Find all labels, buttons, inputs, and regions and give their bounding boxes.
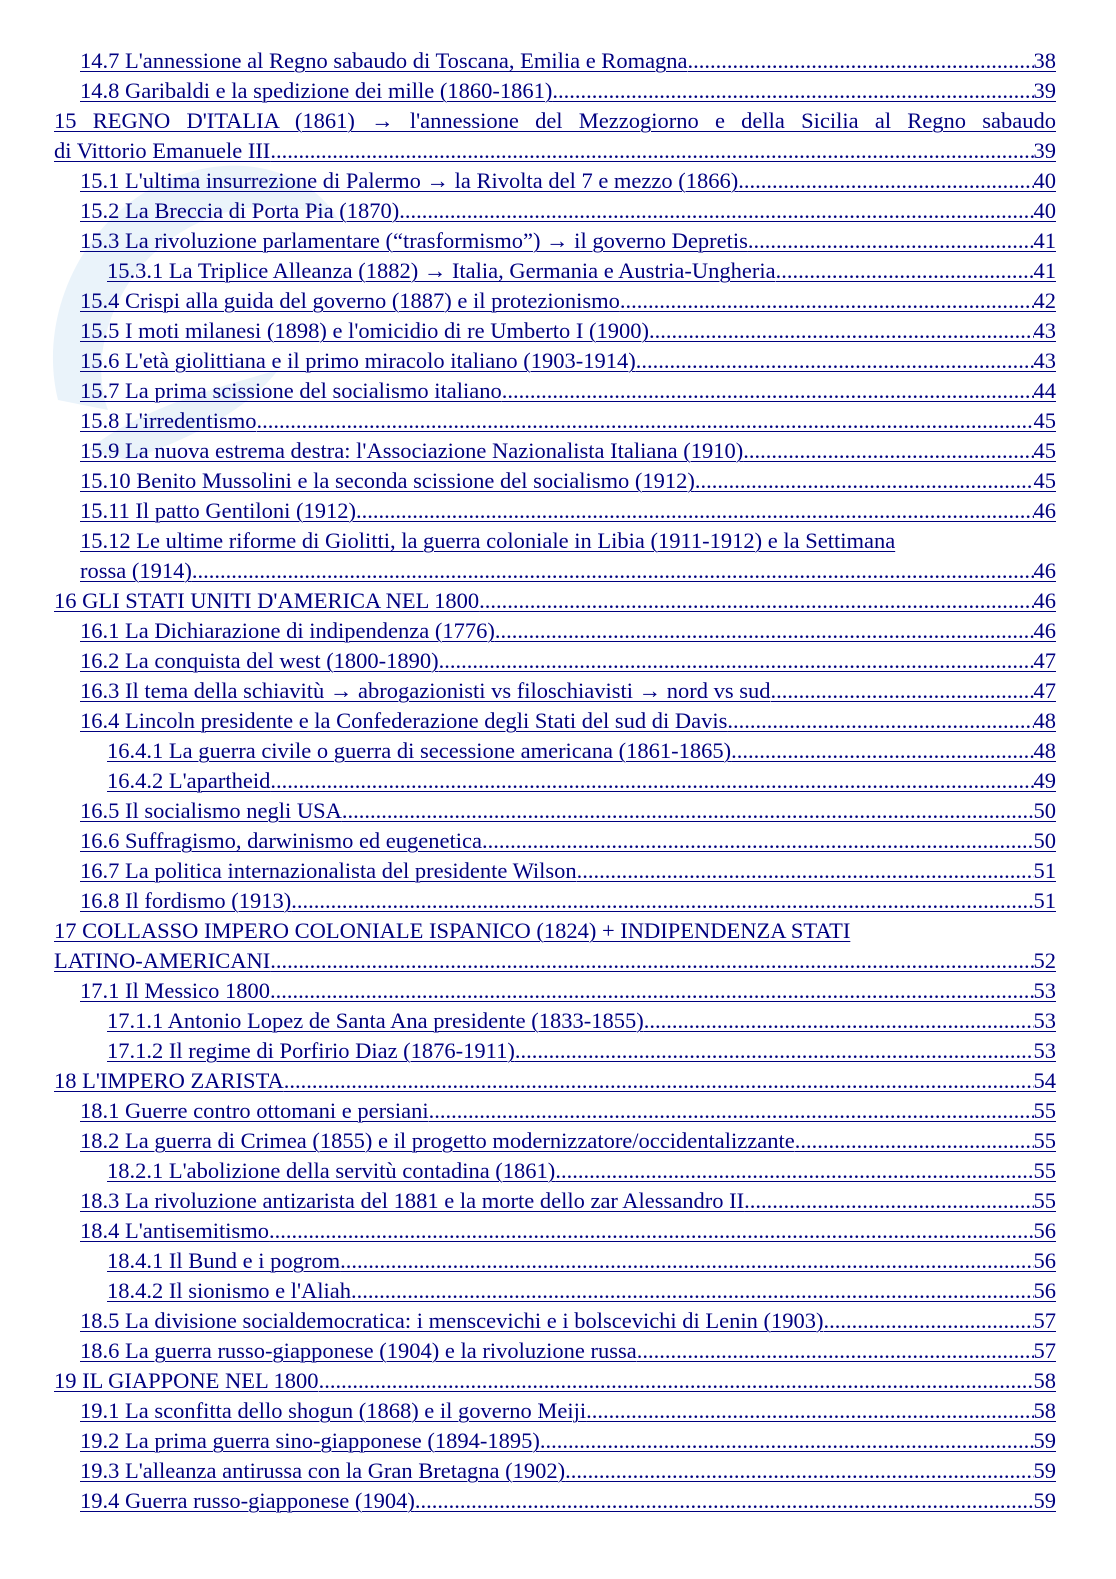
dot-leader <box>482 826 1034 856</box>
dot-leader <box>269 1216 1033 1246</box>
toc-entry-title: 15.12 Le ultime riforme di Giolitti, la guerra coloniale in Libia (1911-1912) e la Settimana <box>80 528 896 553</box>
toc-entry-title: 19.1 La sconfitta dello shogun (1868) e il governo Meiji <box>80 1398 587 1423</box>
toc-entry[interactable] <box>54 586 1056 616</box>
dot-leader <box>429 1096 1034 1126</box>
toc-entry-page: 50 <box>1033 798 1056 823</box>
toc-entry-page: 45 <box>1033 408 1056 433</box>
toc-entry-title: 14.8 Garibaldi e la spedizione dei mille (1860-1861) <box>80 78 553 103</box>
toc-entry-title: 16.3 Il tema della schiavitù → abrogazionisti vs filoschiavisti → nord vs sud <box>80 678 771 703</box>
toc-entry[interactable] <box>80 826 1056 856</box>
toc-entry[interactable] <box>80 706 1056 736</box>
toc-entry-page: 46 <box>1033 558 1056 583</box>
toc-entry[interactable] <box>80 886 1056 916</box>
toc-entry-page: 43 <box>1033 348 1056 373</box>
toc-entry-page: 45 <box>1033 438 1056 463</box>
dot-leader <box>319 1366 1034 1396</box>
toc-entry-title: 15.5 I moti milanesi (1898) e l'omicidio di re Umberto I (1900) <box>80 318 649 343</box>
dot-leader <box>340 1246 1033 1276</box>
toc-entry-page: 38 <box>1033 48 1056 73</box>
toc-entry[interactable] <box>80 1096 1056 1126</box>
toc-entry-title: 15.3.1 La Triplice Alleanza (1882) → Italia, Germania e Austria-Ungheria <box>107 258 776 283</box>
dot-leader <box>270 766 1033 796</box>
dot-leader <box>636 346 1034 376</box>
toc-entry-title: 16.2 La conquista del west (1800-1890) <box>80 648 439 673</box>
toc-entry-page: 48 <box>1033 708 1056 733</box>
dot-leader <box>824 1306 1034 1336</box>
toc-entry-page: 53 <box>1033 978 1056 1003</box>
toc-entry[interactable] <box>54 1066 1056 1096</box>
dot-leader <box>727 706 1033 736</box>
toc-entry[interactable] <box>107 256 1056 286</box>
dot-leader <box>399 196 1033 226</box>
dot-leader <box>744 1186 1033 1216</box>
toc-entry-title: 18.3 La rivoluzione antizarista del 1881 e la morte dello zar Alessandro II <box>80 1188 745 1213</box>
toc-entry-title: 18.2.1 L'abolizione della servitù contadina (1861) <box>107 1158 556 1183</box>
dot-leader <box>540 1426 1034 1456</box>
dot-leader <box>270 976 1034 1006</box>
dot-leader <box>738 166 1033 196</box>
dot-leader <box>731 736 1033 766</box>
dot-leader <box>515 1036 1034 1066</box>
toc-entry[interactable] <box>80 616 1056 646</box>
toc-entry[interactable] <box>107 1036 1056 1066</box>
toc-entry-page: 59 <box>1033 1458 1056 1483</box>
toc-entry[interactable] <box>80 1126 1056 1156</box>
toc-entry[interactable] <box>80 976 1056 1006</box>
toc-entry-page: 55 <box>1033 1188 1056 1213</box>
toc-entry-page: 40 <box>1033 198 1056 223</box>
toc-entry-page: 47 <box>1033 648 1056 673</box>
toc-entry-page: 48 <box>1033 738 1056 763</box>
toc-entry[interactable] <box>107 736 1056 766</box>
dot-leader <box>270 946 1033 976</box>
toc-entry-page: 42 <box>1033 288 1056 313</box>
dot-leader <box>291 886 1033 916</box>
dot-leader <box>351 1276 1033 1306</box>
toc-entry-page: 41 <box>1033 258 1056 283</box>
dot-leader <box>795 1126 1034 1156</box>
toc-entry[interactable] <box>80 466 1056 496</box>
toc-entry-page: 40 <box>1033 168 1056 193</box>
toc-entry-title: 18.1 Guerre contro ottomani e persiani <box>80 1098 429 1123</box>
toc-entry-page: 50 <box>1033 828 1056 853</box>
toc-entry-title: 16.4.2 L'apartheid <box>107 768 271 793</box>
toc-entry-title: 16.4 Lincoln presidente e la Confederazione degli Stati del sud di Davis <box>80 708 728 733</box>
dot-leader <box>270 136 1033 166</box>
toc-entry[interactable] <box>107 766 1056 796</box>
toc-entry-page: 45 <box>1033 468 1056 493</box>
toc-entry-page: 59 <box>1033 1488 1056 1513</box>
toc-entry-title: 17 COLLASSO IMPERO COLONIALE ISPANICO (1824) + INDIPENDENZA STATI <box>54 918 851 943</box>
toc-entry-title: 14.7 L'annessione al Regno sabaudo di Toscana, Emilia e Romagna <box>80 48 688 73</box>
dot-leader <box>743 436 1033 466</box>
toc-entry-page: 56 <box>1033 1278 1056 1303</box>
dot-leader <box>688 46 1034 76</box>
toc-entry-page: 56 <box>1033 1248 1056 1273</box>
toc-entry-title: 18.4 L'antisemitismo <box>80 1218 270 1243</box>
toc-entry-page: 46 <box>1033 618 1056 643</box>
dot-leader <box>637 1336 1034 1366</box>
dot-leader <box>439 646 1034 676</box>
toc-entry[interactable] <box>80 1306 1056 1336</box>
toc-entry-page: 55 <box>1033 1098 1056 1123</box>
dot-leader <box>552 76 1033 106</box>
toc-entry[interactable] <box>80 286 1056 316</box>
toc-entry-title: 16.8 Il fordismo (1913) <box>80 888 292 913</box>
dot-leader <box>565 1456 1033 1486</box>
toc-entry-title: 18.6 La guerra russo-giapponese (1904) e la rivoluzione russa <box>80 1338 637 1363</box>
toc-entry-title: 19.2 La prima guerra sino-giapponese (1894-1895) <box>80 1428 540 1453</box>
toc-entry-title: 18.4.1 Il Bund e i pogrom <box>107 1248 341 1273</box>
toc-entry-page: 39 <box>1033 138 1056 163</box>
toc-entry-page: 44 <box>1033 378 1056 403</box>
dot-leader <box>257 406 1034 436</box>
toc-entry-page: 53 <box>1033 1038 1056 1063</box>
toc-entry[interactable] <box>80 226 1056 256</box>
dot-leader <box>748 226 1034 256</box>
toc-entry[interactable] <box>80 1396 1056 1426</box>
toc-entry-title: 17.1.1 Antonio Lopez de Santa Ana presidente (1833-1855) <box>107 1008 644 1033</box>
toc-entry-page: 46 <box>1033 588 1056 613</box>
toc-entry-title: 15.7 La prima scissione del socialismo italiano <box>80 378 502 403</box>
toc-entry[interactable] <box>80 166 1056 196</box>
toc-entry-page: 53 <box>1033 1008 1056 1033</box>
toc-entry-title: 15.1 L'ultima insurrezione di Palermo → la Rivolta del 7 e mezzo (1866) <box>80 168 739 193</box>
toc-entry[interactable] <box>80 1426 1056 1456</box>
toc-entry-title: 15.11 Il patto Gentiloni (1912) <box>80 498 356 523</box>
dot-leader <box>555 1156 1033 1186</box>
toc-entry-title: 18.2 La guerra di Crimea (1855) e il progetto modernizzatore/occidentalizzante <box>80 1128 795 1153</box>
toc-entry-page: 57 <box>1033 1338 1056 1363</box>
dot-leader <box>771 676 1034 706</box>
toc-entry[interactable] <box>80 496 1056 526</box>
toc-entry-page: 57 <box>1033 1308 1056 1333</box>
dot-leader <box>620 286 1034 316</box>
toc-entry-title: 15.2 La Breccia di Porta Pia (1870) <box>80 198 400 223</box>
toc-entry-title: 16.7 La politica internazionalista del presidente Wilson <box>80 858 577 883</box>
toc-entry-page: 56 <box>1033 1218 1056 1243</box>
toc-entry-title: 19 IL GIAPPONE NEL 1800 <box>54 1368 319 1393</box>
toc-entry-title: 16.6 Suffragismo, darwinismo ed eugenetica <box>80 828 482 853</box>
dot-leader <box>415 1486 1034 1516</box>
toc-entry-title: 18.4.2 Il sionismo e l'Aliah <box>107 1278 352 1303</box>
toc-entry-page: 51 <box>1033 858 1056 883</box>
toc-entry-title: 18.5 La divisione socialdemocratica: i menscevichi e i bolscevichi di Lenin (1903) <box>80 1308 824 1333</box>
toc-entry-title-continued: LATINO-AMERICANI <box>54 948 271 973</box>
toc-entry[interactable] <box>80 316 1056 346</box>
toc-entry[interactable] <box>80 526 1056 586</box>
dot-leader <box>284 1066 1034 1096</box>
toc-entry[interactable] <box>80 1186 1056 1216</box>
toc-entry-page: 49 <box>1033 768 1056 793</box>
toc-entry-title: 17.1 Il Messico 1800 <box>80 978 270 1003</box>
toc-entry-page: 59 <box>1033 1428 1056 1453</box>
toc-entry[interactable] <box>54 1366 1056 1396</box>
toc-entry[interactable] <box>54 106 1056 166</box>
dot-leader <box>356 496 1034 526</box>
toc-entry[interactable] <box>80 1216 1056 1246</box>
toc-entry[interactable] <box>107 1276 1056 1306</box>
dot-leader <box>342 796 1034 826</box>
toc-entry-title: 15.4 Crispi alla guida del governo (1887) e il protezionismo <box>80 288 620 313</box>
toc-entry[interactable] <box>54 916 1056 976</box>
toc-entry-title: 16.1 La Dichiarazione di indipendenza (1776) <box>80 618 495 643</box>
toc-entry-title: 17.1.2 Il regime di Porfirio Diaz (1876-1911) <box>107 1038 515 1063</box>
toc-entry[interactable] <box>80 646 1056 676</box>
dot-leader <box>479 586 1033 616</box>
toc-entry[interactable] <box>80 796 1056 826</box>
toc-entry-page: 43 <box>1033 318 1056 343</box>
toc-entry-page: 55 <box>1033 1158 1056 1183</box>
toc-entry-title: 16 GLI STATI UNITI D'AMERICA NEL 1800 <box>54 588 480 613</box>
dot-leader <box>695 466 1034 496</box>
dot-leader <box>192 556 1034 586</box>
toc-entry-title: 19.4 Guerra russo-giapponese (1904) <box>80 1488 415 1513</box>
toc-entry[interactable] <box>107 1006 1056 1036</box>
toc-entry-page: 55 <box>1033 1128 1056 1153</box>
toc-entry-page: 47 <box>1033 678 1056 703</box>
toc-entry[interactable] <box>80 376 1056 406</box>
toc-entry-page: 58 <box>1033 1368 1056 1393</box>
toc-entry[interactable] <box>107 1246 1056 1276</box>
toc-entry[interactable] <box>80 196 1056 226</box>
toc-entry-page: 51 <box>1033 888 1056 913</box>
toc-entry-title: 18 L'IMPERO ZARISTA <box>54 1068 284 1093</box>
toc-entry[interactable] <box>80 676 1056 706</box>
toc-entry[interactable] <box>80 1456 1056 1486</box>
toc-entry-title: 15.3 La rivoluzione parlamentare (“trasformismo”) → il governo Depretis <box>80 228 748 253</box>
toc-entry-title: 15.9 La nuova estrema destra: l'Associazione Nazionalista Italiana (1910) <box>80 438 744 463</box>
toc-entry[interactable] <box>80 406 1056 436</box>
toc-entry[interactable] <box>80 436 1056 466</box>
dot-leader <box>644 1006 1034 1036</box>
toc-entry[interactable] <box>80 76 1056 106</box>
toc-entry[interactable] <box>80 46 1056 76</box>
toc-entry[interactable] <box>80 1486 1056 1516</box>
toc-entry-page: 46 <box>1033 498 1056 523</box>
dot-leader <box>776 256 1034 286</box>
dot-leader <box>502 376 1034 406</box>
dot-leader <box>649 316 1034 346</box>
toc-entry-title-continued: di Vittorio Emanuele III <box>54 138 271 163</box>
toc-entry-title: 15 REGNO D'ITALIA (1861) → l'annessione del Mezzogiorno e della Sicilia al Regno sabaudo <box>54 108 1056 133</box>
toc-entry-title-continued: rossa (1914) <box>80 558 192 583</box>
dot-leader <box>495 616 1034 646</box>
toc-entry-page: 58 <box>1033 1398 1056 1423</box>
toc-entry-page: 39 <box>1033 78 1056 103</box>
dot-leader <box>586 1396 1033 1426</box>
toc-entry-page: 52 <box>1033 948 1056 973</box>
toc-entry-title: 15.10 Benito Mussolini e la seconda scissione del socialismo (1912) <box>80 468 695 493</box>
toc-entry-title: 16.5 Il socialismo negli USA <box>80 798 342 823</box>
toc-entry[interactable] <box>80 856 1056 886</box>
toc-entry-title: 15.8 L'irredentismo <box>80 408 257 433</box>
toc-entry-page: 41 <box>1033 228 1056 253</box>
toc-entry-page: 54 <box>1033 1068 1056 1093</box>
toc-entry[interactable] <box>107 1156 1056 1186</box>
dot-leader <box>577 856 1034 886</box>
toc-entry-title: 19.3 L'alleanza antirussa con la Gran Bretagna (1902) <box>80 1458 566 1483</box>
toc-entry-title: 16.4.1 La guerra civile o guerra di secessione americana (1861-1865) <box>107 738 732 763</box>
toc-entry-title: 15.6 L'età giolittiana e il primo miracolo italiano (1903-1914) <box>80 348 636 373</box>
toc-entry[interactable] <box>80 346 1056 376</box>
toc-entry[interactable] <box>80 1336 1056 1366</box>
